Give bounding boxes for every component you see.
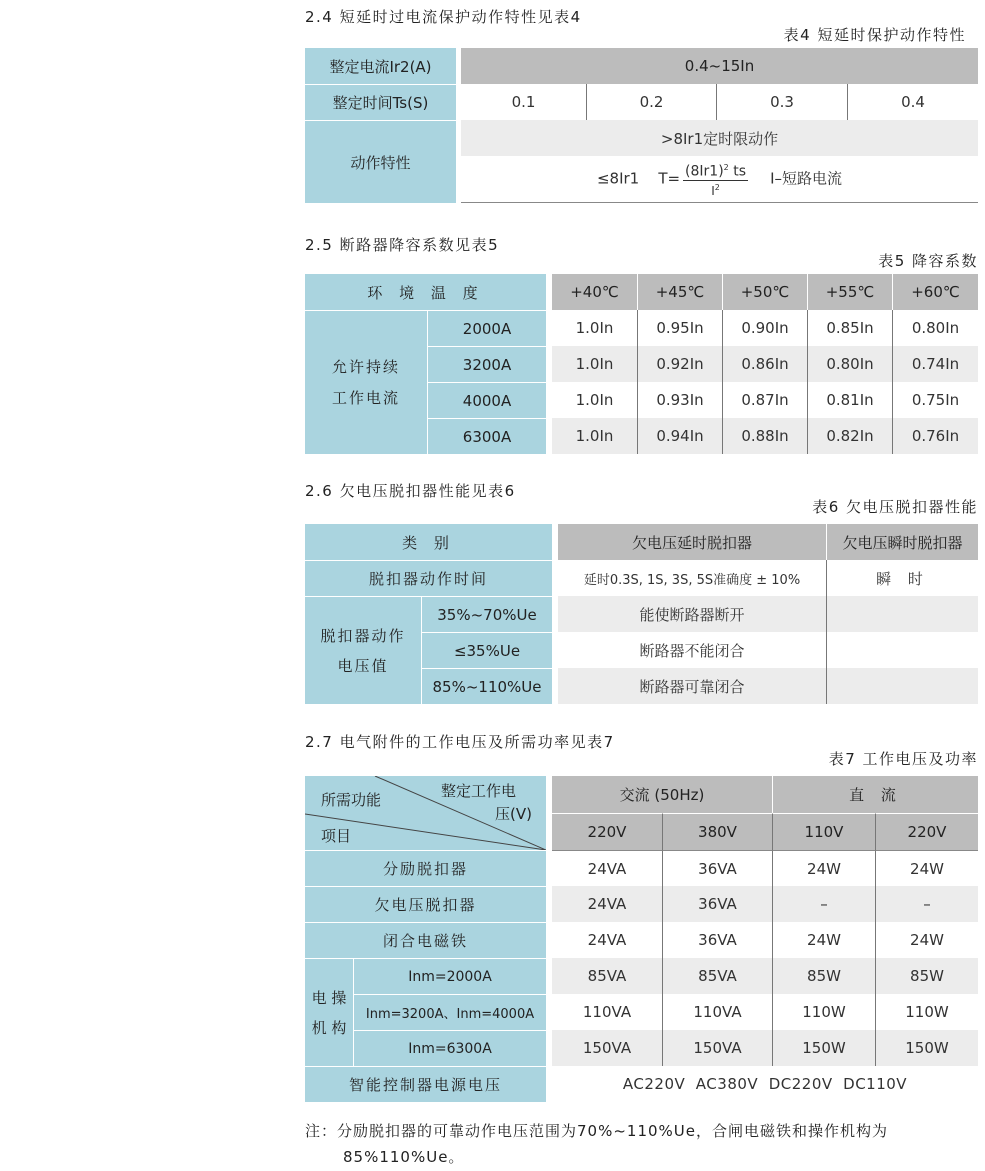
t4-formula-note: I–短路电流	[770, 169, 843, 188]
t5-value: 1.0In	[552, 310, 637, 346]
t7-value: 150W	[875, 1030, 978, 1066]
t6-result: 能使断路器断开	[558, 596, 826, 632]
t5-value: 0.94In	[637, 418, 722, 454]
t5-temp-header: +50℃	[722, 274, 807, 310]
t5-temperature-label: 环 境 温 度	[305, 274, 546, 310]
t4-formula-fraction	[683, 160, 748, 198]
t6-instant-empty	[826, 596, 978, 632]
t7-value: 24VA	[552, 886, 662, 922]
t7-item-label: 欠电压脱扣器	[305, 886, 546, 922]
table-6-caption: 表6 欠电压脱扣器性能	[812, 498, 978, 516]
t7-value: 24W	[875, 922, 978, 958]
t7-corner-header	[305, 776, 546, 850]
section-2-5-heading: 2.5 断路器降容系数见表5	[305, 236, 500, 254]
t4-formula-num-exp: 2	[723, 163, 729, 173]
t4-formula-denominator: I	[711, 183, 715, 198]
t5-value: 0.81In	[807, 382, 892, 418]
t5-value: 0.75In	[892, 382, 978, 418]
t5-value: 1.0In	[552, 346, 637, 382]
t7-value: 85VA	[662, 958, 772, 994]
t5-value: 0.85In	[807, 310, 892, 346]
t4-char-definite-time: >8Ir1定时限动作	[461, 120, 978, 156]
t5-frame-current: 3200A	[427, 346, 546, 382]
t6-delay-time: 延时0.3S, 1S, 3S, 5S准确度 ± 10%	[558, 560, 826, 596]
t6-action-time-label: 脱扣器动作时间	[305, 560, 552, 596]
t4-time-value: 0.1	[461, 84, 586, 120]
t7-value: 24W	[875, 850, 978, 886]
t7-corner-voltage: 整定工作电	[441, 782, 517, 800]
t4-time-value: 0.3	[716, 84, 847, 120]
t7-corner-function: 所需功能	[321, 791, 382, 809]
t7-value: 36VA	[662, 922, 772, 958]
t6-voltage-range: ≤35%Ue	[421, 632, 552, 668]
t4-char-condition: ≤8Ir1	[596, 169, 640, 188]
t6-group-label-line2: 电压值	[337, 656, 389, 675]
t5-value: 0.80In	[807, 346, 892, 382]
t6-instant-empty	[826, 668, 978, 704]
t7-value: 24VA	[552, 850, 662, 886]
t6-instant-header: 欠电压瞬时脱扣器	[826, 524, 978, 560]
t7-dc-header: 直 流	[772, 776, 978, 813]
t5-value: 0.76In	[892, 418, 978, 454]
t5-group-label-line2: 工作电流	[331, 388, 400, 407]
t6-voltage-range: 85%~110%Ue	[421, 668, 552, 704]
t7-voltage-header: 220V	[875, 813, 978, 850]
t7-value: 36VA	[662, 850, 772, 886]
t6-result: 断路器可靠闭合	[558, 668, 826, 704]
t7-value: 150W	[772, 1030, 875, 1066]
t5-value: 0.95In	[637, 310, 722, 346]
t7-value: 24W	[772, 922, 875, 958]
t7-voltage-header: 220V	[552, 813, 662, 850]
t6-voltage-range: 35%~70%Ue	[421, 596, 552, 632]
t7-motor-operator-label	[305, 958, 353, 1066]
t7-value: 85VA	[552, 958, 662, 994]
t7-value: 36VA	[662, 886, 772, 922]
table-4	[305, 48, 978, 203]
note-line-2: 85%110%Ue。	[343, 1148, 465, 1166]
t4-formula-num-suffix: ts	[733, 163, 747, 180]
t6-category-label: 类 别	[305, 524, 552, 560]
t7-value: –	[875, 886, 978, 922]
t5-value: 0.93In	[637, 382, 722, 418]
section-2-7-heading: 2.7 电气附件的工作电压及所需功率见表7	[305, 733, 615, 751]
t6-voltage-group-label	[305, 596, 421, 704]
t5-group-label-line1: 允许持续	[331, 357, 400, 376]
t7-value: 110VA	[552, 994, 662, 1030]
t7-motor-rating: Inm=6300A	[353, 1030, 546, 1066]
t5-value: 1.0In	[552, 418, 637, 454]
table-4-caption: 表4 短延时保护动作特性	[783, 26, 966, 44]
t7-value: 24VA	[552, 922, 662, 958]
t7-item-label: 分励脱扣器	[305, 850, 546, 886]
section-2-6-heading: 2.6 欠电压脱扣器性能见表6	[305, 482, 516, 500]
t5-value: 0.90In	[722, 310, 807, 346]
t4-current-value: 0.4~15In	[461, 48, 978, 84]
t5-temp-header: +60℃	[892, 274, 978, 310]
t6-instant-time: 瞬 时	[826, 560, 978, 596]
t4-characteristic-label: 动作特性	[305, 120, 456, 203]
t4-time-value: 0.2	[586, 84, 716, 120]
t5-value: 0.82In	[807, 418, 892, 454]
t6-result: 断路器不能闭合	[558, 632, 826, 668]
t5-frame-current: 4000A	[427, 382, 546, 418]
t7-corner-voltage-unit: 压(V)	[495, 805, 532, 823]
t5-temp-header: +40℃	[552, 274, 637, 310]
t7-value: 110W	[875, 994, 978, 1030]
t7-motor-label-line2: 机 构	[311, 1018, 347, 1037]
t7-value: 85W	[772, 958, 875, 994]
t4-formula-den-exp: 2	[714, 182, 720, 192]
t7-value: 110W	[772, 994, 875, 1030]
table-5-caption: 表5 降容系数	[878, 252, 978, 270]
t5-value: 0.86In	[722, 346, 807, 382]
t5-allowed-current-label	[305, 310, 427, 454]
t7-motor-rating: Inm=3200A、Inm=4000A	[353, 994, 546, 1030]
t5-frame-current: 2000A	[427, 310, 546, 346]
t5-value: 0.80In	[892, 310, 978, 346]
t7-ac-header: 交流 (50Hz)	[552, 776, 772, 813]
t7-value: 24W	[772, 850, 875, 886]
t7-item-label: 闭合电磁铁	[305, 922, 546, 958]
section-2-4-heading: 2.4 短延时过电流保护动作特性见表4	[305, 8, 582, 26]
t7-motor-rating: Inm=2000A	[353, 958, 546, 994]
note	[305, 1118, 985, 1170]
t7-motor-label-line1: 电 操	[311, 988, 347, 1007]
t6-instant-empty	[826, 632, 978, 668]
table-6	[305, 524, 978, 704]
t5-frame-current: 6300A	[427, 418, 546, 454]
t4-current-label: 整定电流Ir2(A)	[305, 48, 456, 84]
t5-value: 1.0In	[552, 382, 637, 418]
t4-time-value: 0.4	[847, 84, 978, 120]
t7-voltage-header: 110V	[772, 813, 875, 850]
table-5	[305, 274, 978, 454]
t5-temp-header: +45℃	[637, 274, 722, 310]
t7-value: 150VA	[662, 1030, 772, 1066]
t5-temp-header: +55℃	[807, 274, 892, 310]
t5-value: 0.88In	[722, 418, 807, 454]
t7-value: 85W	[875, 958, 978, 994]
t5-value: 0.92In	[637, 346, 722, 382]
note-line-1: 注：分励脱扣器的可靠动作电压范围为70%~110%Ue，合闸电磁铁和操作机构为	[305, 1122, 889, 1140]
t4-formula-numerator: (8Ir1)	[685, 163, 724, 180]
t7-value: 110VA	[662, 994, 772, 1030]
t6-group-label-line1: 脱扣器动作	[320, 626, 406, 645]
t7-voltage-header: 380V	[662, 813, 772, 850]
t7-value: –	[772, 886, 875, 922]
table-7	[305, 776, 978, 1102]
t6-delay-header: 欠电压延时脱扣器	[558, 524, 826, 560]
t4-formula-prefix: T=	[658, 169, 681, 188]
t7-corner-item: 项目	[321, 827, 352, 845]
t7-controller-label: 智能控制器电源电压	[305, 1066, 546, 1102]
table-7-caption: 表7 工作电压及功率	[828, 750, 978, 768]
t5-value: 0.74In	[892, 346, 978, 382]
t7-controller-value: AC220V AC380V DC220V DC110V	[552, 1066, 978, 1102]
t4-char-inverse-time	[461, 156, 978, 203]
t4-time-label: 整定时间Ts(S)	[305, 84, 456, 120]
t7-value: 150VA	[552, 1030, 662, 1066]
t5-value: 0.87In	[722, 382, 807, 418]
